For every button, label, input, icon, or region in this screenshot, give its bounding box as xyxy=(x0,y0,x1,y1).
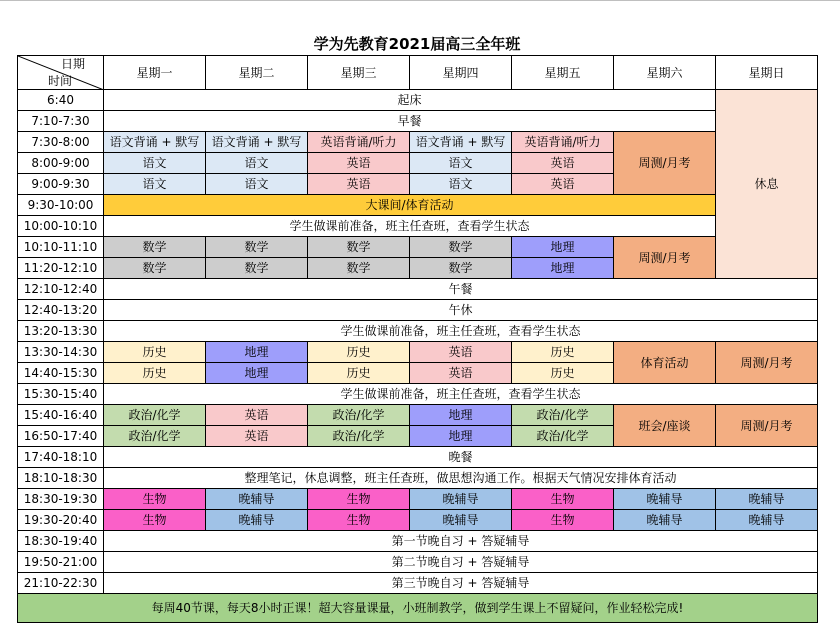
day-header-tue: 星期二 xyxy=(206,56,308,90)
class-cell: 语文 xyxy=(104,174,206,195)
day-header-wed: 星期三 xyxy=(308,56,410,90)
class-cell: 历史 xyxy=(308,342,410,363)
class-cell: 语文 xyxy=(410,153,512,174)
class-cell: 地理 xyxy=(512,258,614,279)
table-row xyxy=(18,321,818,342)
class-cell: 历史 xyxy=(512,342,614,363)
dinner-cell: 晚餐 xyxy=(104,447,818,468)
time-cell: 13:30-14:30 xyxy=(18,342,104,363)
class-cell: 生物 xyxy=(104,489,206,510)
class-cell: 数学 xyxy=(104,237,206,258)
time-cell: 7:30-8:00 xyxy=(18,132,104,153)
table-row xyxy=(18,510,818,531)
time-cell: 15:30-15:40 xyxy=(18,384,104,405)
table-row xyxy=(18,468,818,489)
breakfast-cell: 早餐 xyxy=(104,111,716,132)
class-cell: 生物 xyxy=(308,510,410,531)
class-cell: 政治/化学 xyxy=(104,405,206,426)
table-row xyxy=(18,300,818,321)
class-cell: 语文背诵 + 默写 xyxy=(206,132,308,153)
class-cell: 语文 xyxy=(206,153,308,174)
table-row xyxy=(18,552,818,573)
class-cell: 历史 xyxy=(512,363,614,384)
day-header-mon: 星期一 xyxy=(104,56,206,90)
class-cell: 语文 xyxy=(104,153,206,174)
class-cell: 英语 xyxy=(308,174,410,195)
class-cell: 数学 xyxy=(410,258,512,279)
class-cell: 语文背诵 + 默写 xyxy=(104,132,206,153)
table-row xyxy=(18,132,818,153)
time-cell: 10:10-11:10 xyxy=(18,237,104,258)
table-row xyxy=(18,111,818,132)
class-cell: 晚辅导 xyxy=(614,489,716,510)
class-cell: 政治/化学 xyxy=(512,405,614,426)
class-cell: 语文 xyxy=(410,174,512,195)
class-cell: 地理 xyxy=(206,363,308,384)
class-cell: 政治/化学 xyxy=(104,426,206,447)
class-cell: 政治/化学 xyxy=(308,405,410,426)
time-cell: 16:50-17:40 xyxy=(18,426,104,447)
time-cell: 21:10-22:30 xyxy=(18,573,104,594)
class-cell: 生物 xyxy=(512,510,614,531)
time-cell: 7:10-7:30 xyxy=(18,111,104,132)
class-cell: 数学 xyxy=(206,237,308,258)
table-row xyxy=(18,237,818,258)
table-row xyxy=(18,384,818,405)
class-cell: 地理 xyxy=(410,405,512,426)
sunday-exam-cell: 周测/月考 xyxy=(716,405,818,447)
table-row xyxy=(18,531,818,552)
class-cell: 地理 xyxy=(512,237,614,258)
study-cell: 第二节晚自习 + 答疑辅导 xyxy=(104,552,818,573)
study-cell: 第一节晚自习 + 答疑辅导 xyxy=(104,531,818,552)
nap-cell: 午休 xyxy=(104,300,818,321)
class-cell: 生物 xyxy=(104,510,206,531)
day-header-sat: 星期六 xyxy=(614,56,716,90)
saturday-exam-cell: 周测/月考 xyxy=(614,237,716,279)
class-cell: 晚辅导 xyxy=(206,510,308,531)
table-row xyxy=(18,216,818,237)
page-title: 学为先教育2021届高三全年班 xyxy=(313,35,521,53)
class-cell: 语文 xyxy=(206,174,308,195)
time-cell: 18:10-18:30 xyxy=(18,468,104,489)
class-cell: 地理 xyxy=(206,342,308,363)
class-cell: 英语 xyxy=(206,426,308,447)
table-row xyxy=(18,342,818,363)
class-cell: 数学 xyxy=(206,258,308,279)
class-cell: 英语背诵/听力 xyxy=(512,132,614,153)
saturday-meeting-cell: 班会/座谈 xyxy=(614,405,716,447)
class-cell: 晚辅导 xyxy=(716,489,818,510)
top-divider xyxy=(0,0,840,1)
prep-cell: 学生做课前准备，班主任查班，查看学生状态 xyxy=(104,216,716,237)
class-cell: 英语背诵/听力 xyxy=(308,132,410,153)
class-cell: 数学 xyxy=(308,258,410,279)
sunday-exam-cell: 周测/月考 xyxy=(716,342,818,384)
class-cell: 英语 xyxy=(308,153,410,174)
header-row xyxy=(18,56,818,90)
day-header-fri: 星期五 xyxy=(512,56,614,90)
time-cell: 9:30-10:00 xyxy=(18,195,104,216)
time-cell: 8:00-9:00 xyxy=(18,153,104,174)
time-cell: 13:20-13:30 xyxy=(18,321,104,342)
footer-row xyxy=(18,594,818,623)
prep-cell: 学生做课前准备，班主任查班，查看学生状态 xyxy=(104,321,818,342)
wake-cell: 起床 xyxy=(104,90,716,111)
table-row xyxy=(18,405,818,426)
class-cell: 英语 xyxy=(410,342,512,363)
class-cell: 英语 xyxy=(206,405,308,426)
sunday-rest-cell: 休息 xyxy=(716,90,818,279)
saturday-pe-cell: 体育活动 xyxy=(614,342,716,384)
class-cell: 历史 xyxy=(104,363,206,384)
notes-cell: 整理笔记，休息调整，班主任查班，做思想沟通工作。根据天气情况安排体育活动 xyxy=(104,468,818,489)
class-cell: 英语 xyxy=(512,174,614,195)
table-row xyxy=(18,279,818,300)
class-cell: 政治/化学 xyxy=(308,426,410,447)
class-cell: 英语 xyxy=(410,363,512,384)
corner-time-label: 时间 xyxy=(48,74,73,88)
time-cell: 15:40-16:40 xyxy=(18,405,104,426)
class-cell: 数学 xyxy=(410,237,512,258)
class-cell: 生物 xyxy=(512,489,614,510)
time-cell: 12:10-12:40 xyxy=(18,279,104,300)
time-cell: 18:30-19:30 xyxy=(18,489,104,510)
class-cell: 晚辅导 xyxy=(206,489,308,510)
table-row xyxy=(18,489,818,510)
class-cell: 语文背诵 + 默写 xyxy=(410,132,512,153)
time-cell: 17:40-18:10 xyxy=(18,447,104,468)
class-cell: 历史 xyxy=(104,342,206,363)
table-row xyxy=(18,90,818,111)
study-cell: 第三节晚自习 + 答疑辅导 xyxy=(104,573,818,594)
class-cell: 数学 xyxy=(104,258,206,279)
class-cell: 历史 xyxy=(308,363,410,384)
class-cell: 晚辅导 xyxy=(410,489,512,510)
time-cell: 11:20-12:10 xyxy=(18,258,104,279)
time-cell: 19:50-21:00 xyxy=(18,552,104,573)
time-cell: 9:00-9:30 xyxy=(18,174,104,195)
day-header-thu: 星期四 xyxy=(410,56,512,90)
time-cell: 18:30-19:40 xyxy=(18,531,104,552)
class-cell: 地理 xyxy=(410,426,512,447)
class-cell: 英语 xyxy=(512,153,614,174)
time-cell: 19:30-20:40 xyxy=(18,510,104,531)
saturday-exam-cell: 周测/月考 xyxy=(614,132,716,195)
day-header-sun: 星期日 xyxy=(716,56,818,90)
table-row xyxy=(18,195,818,216)
corner-date-label: 日期 xyxy=(60,57,85,71)
time-cell: 6:40 xyxy=(18,90,104,111)
table-row xyxy=(18,573,818,594)
class-cell: 数学 xyxy=(308,237,410,258)
class-cell: 晚辅导 xyxy=(614,510,716,531)
class-cell: 政治/化学 xyxy=(512,426,614,447)
class-cell: 晚辅导 xyxy=(410,510,512,531)
time-cell: 10:00-10:10 xyxy=(18,216,104,237)
class-cell: 晚辅导 xyxy=(716,510,818,531)
footer-banner: 每周40节课，每天8小时正课！超大容量课量，小班制教学，做到学生课上不留疑问，作业轻松完成! xyxy=(18,594,818,623)
time-cell: 12:40-13:20 xyxy=(18,300,104,321)
table-row xyxy=(18,447,818,468)
prep-cell: 学生做课前准备，班主任查班，查看学生状态 xyxy=(104,384,818,405)
lunch-cell: 午餐 xyxy=(104,279,818,300)
class-cell: 生物 xyxy=(308,489,410,510)
time-cell: 14:40-15:30 xyxy=(18,363,104,384)
schedule-table xyxy=(17,55,818,623)
corner-header xyxy=(18,56,104,90)
big-break-cell: 大课间/体育活动 xyxy=(104,195,716,216)
